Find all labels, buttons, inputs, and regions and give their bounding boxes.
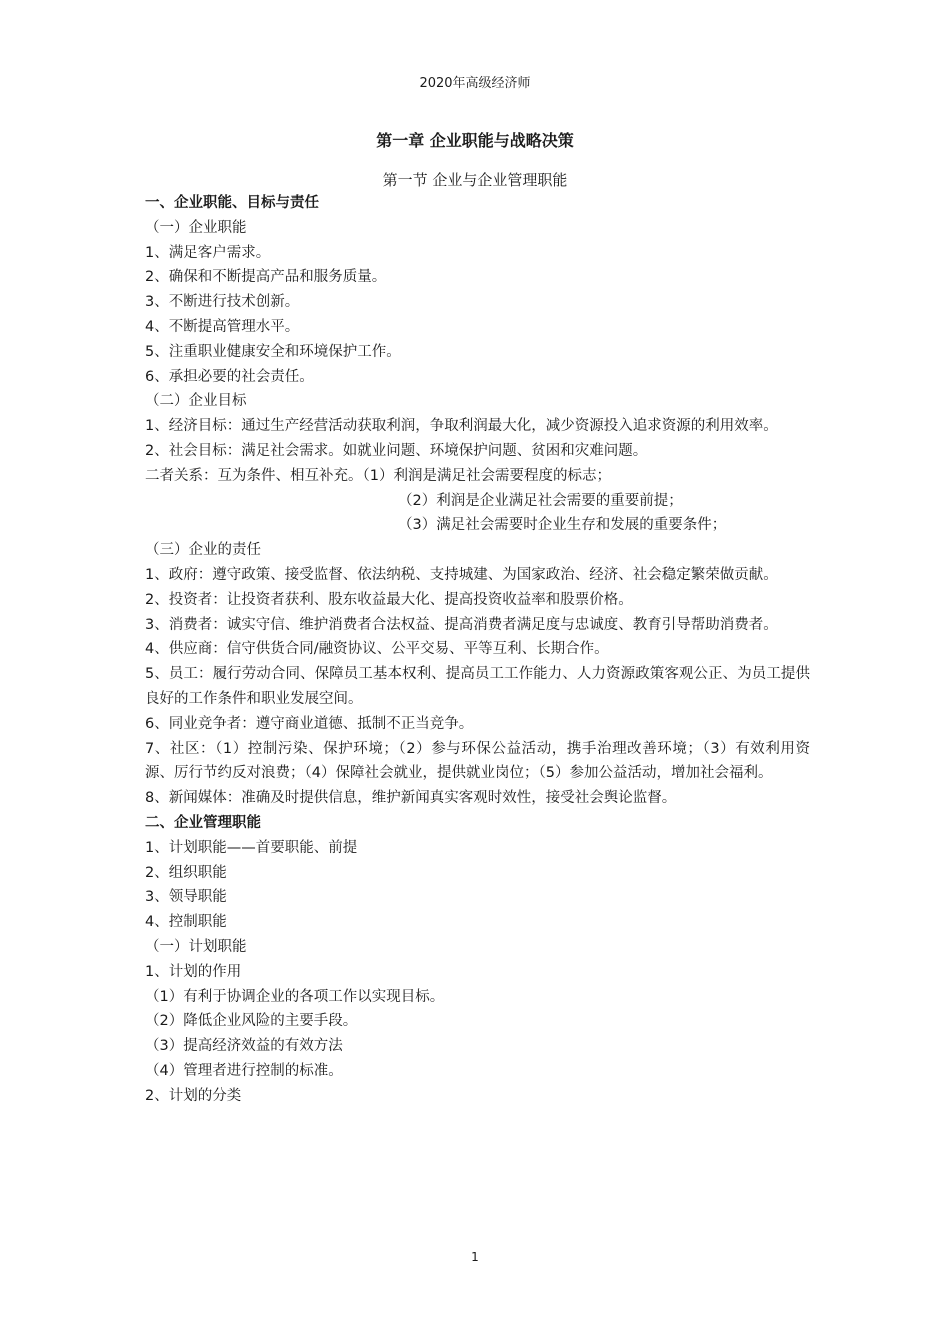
paragraph-line: 1、计划的作用 (145, 963, 242, 980)
paragraph-line: 4、供应商：信守供货合同/融资协议、公平交易、平等互利、长期合作。 (145, 641, 609, 658)
paragraph-wrapped: 5、员工：履行劳动合同、保障员工基本权利、提高员工工作能力、人力资源政策客观公正、为员工提供良好的工作条件和职业发展空间。 (145, 666, 810, 707)
paragraph-line: 3、不断进行技术创新。 (145, 294, 300, 311)
heading-line: 二、企业管理职能 (145, 814, 261, 831)
paragraph-line: 二者关系：互为条件、相互补充。（1）利润是满足社会需要程度的标志； (145, 467, 611, 484)
running-header: 2020年高级经济师 (419, 76, 531, 91)
paragraph-wrapped: 1、经济目标：通过生产经营活动获取利润，争取利润最大化，减少资源投入追求资源的利用效率。 (145, 418, 778, 435)
paragraph-indented-line: （3）满足社会需要时企业生存和发展的重要条件； (398, 517, 727, 534)
paragraph-line: 4、控制职能 (145, 914, 227, 931)
paragraph-indented-line: （2）利润是企业满足社会需要的重要前提； (398, 492, 683, 509)
paragraph-line: （3）提高经济效益的有效方法 (145, 1038, 343, 1055)
paragraph-line: 1、计划职能——首要职能、前提 (145, 839, 358, 856)
document-body (145, 191, 810, 1108)
paragraph-wrapped: 3、消费者：诚实守信、维护消费者合法权益、提高消费者满足度与忠诚度、教育引导帮助消费者。 (145, 616, 778, 633)
paragraph-line: 8、新闻媒体：准确及时提供信息，维护新闻真实客观时效性，接受社会舆论监督。 (145, 790, 677, 807)
heading-line: 一、企业职能、目标与责任 (145, 195, 319, 211)
paragraph-line: 4、不断提高管理水平。 (145, 318, 300, 335)
paragraph-line: （二）企业目标 (145, 393, 247, 410)
paragraph-line: 6、承担必要的社会责任。 (145, 368, 314, 385)
paragraph-line: （一）计划职能 (145, 938, 247, 955)
paragraph-line: 2、社会目标：满足社会需求。如就业问题、环境保护问题、贫困和灾难问题。 (145, 442, 648, 459)
section-title: 第一节 企业与企业管理职能 (382, 171, 568, 189)
paragraph-line: 1、满足客户需求。 (145, 244, 271, 261)
paragraph-line: 5、注重职业健康安全和环境保护工作。 (145, 343, 401, 360)
paragraph-line: （一）企业职能 (145, 219, 247, 236)
paragraph-wrapped: 7、社区：（1）控制污染、保护环境；（2）参与环保公益活动，携手治理改善环境；（3）有效利用资源、厉行节约反对浪费；（4）保障社会就业，提供就业岗位；（5）参加公益活动，增加社会福利。 (145, 740, 810, 782)
paragraph-wrapped: 1、政府：遵守政策、接受监督、依法纳税、支持城建、为国家政治、经济、社会稳定繁荣做贡献。 (145, 566, 778, 583)
paragraph-line: 2、组织职能 (145, 864, 227, 881)
paragraph-line: 3、领导职能 (145, 889, 227, 906)
paragraph-line: （三）企业的责任 (145, 542, 261, 559)
paragraph-line: （2）降低企业风险的主要手段。 (145, 1013, 358, 1030)
paragraph-line: 2、确保和不断提高产品和服务质量。 (145, 269, 387, 286)
paragraph-line: 2、计划的分类 (145, 1087, 242, 1104)
paragraph-line: （1）有利于协调企业的各项工作以实现目标。 (145, 988, 445, 1005)
page-number: 1 (471, 1250, 479, 1264)
paragraph-line: （4）管理者进行控制的标准。 (145, 1062, 343, 1079)
paragraph-line: 6、同业竞争者：遵守商业道德、抵制不正当竞争。 (145, 715, 474, 732)
paragraph-line: 2、投资者：让投资者获利、股东收益最大化、提高投资收益率和股票价格。 (145, 591, 633, 608)
chapter-title: 第一章 企业职能与战略决策 (376, 131, 574, 150)
